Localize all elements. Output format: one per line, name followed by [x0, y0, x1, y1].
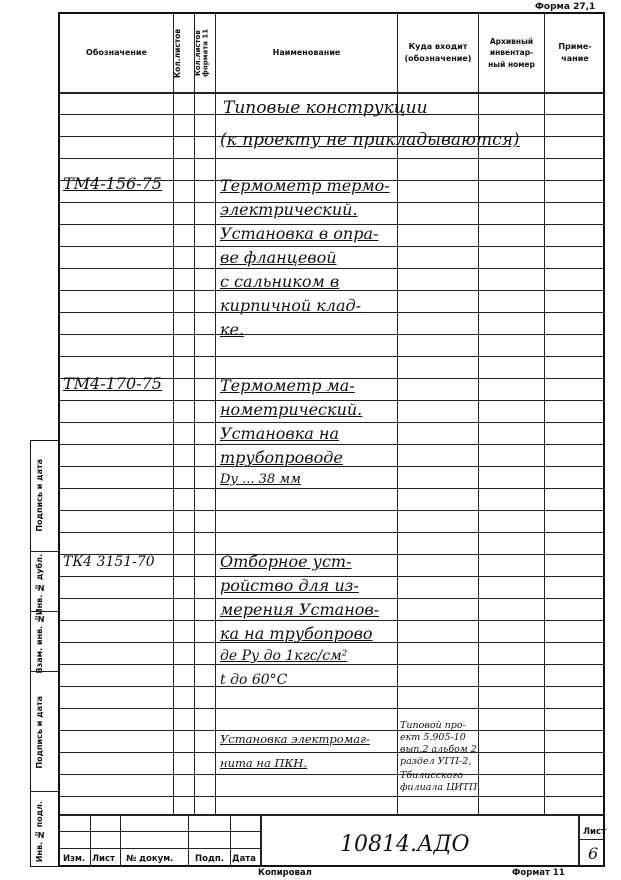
specification-sheet [58, 12, 605, 867]
item3-line-1: Отборное уст- [220, 552, 352, 571]
item4-ref-line-6: филиала ЦИТП [400, 782, 478, 793]
col-header-sheet-count: Кол.листов [173, 28, 182, 78]
section-heading-1: Типовые конструкции [223, 98, 428, 118]
sheet-number: 6 [588, 844, 599, 863]
col-header-sheet-count-f11: Кол.листов формата 11 [194, 28, 210, 78]
form-label: Форма 27,1 [535, 2, 596, 12]
item2-line-2: нометрический. [220, 400, 363, 419]
item4-name-line-1: Установка электромаг- [220, 732, 370, 746]
item1-line-3: Установка в опра- [220, 224, 379, 243]
item4-ref-line-1: Типовой про- [400, 720, 466, 731]
item1-line-1: Термометр термо- [220, 176, 390, 195]
col-header-name: Наименование [272, 48, 341, 57]
footer-copied: Копировал [258, 868, 312, 878]
item2-line-3: Установка на [220, 424, 339, 443]
margin-label-sign-date-1: Подпись и дата [35, 459, 44, 532]
item3-line-2: ройство для из- [220, 576, 359, 595]
margin-label-sign-date-2: Подпись и дата [35, 696, 44, 769]
sheet-label: Лист [583, 827, 606, 837]
col-header-note: Приме- чание [558, 42, 592, 63]
item3-line-5: де Ру до 1кгс/см² [220, 648, 348, 664]
item2-line-4: трубопроводе [220, 448, 343, 467]
footer-format: Формат 11 [512, 868, 565, 878]
item3-line-3: мерения Установ- [220, 600, 380, 619]
item1-line-2: электрический. [220, 200, 358, 219]
item4-ref-line-2: ект 5.905-10 [400, 732, 466, 743]
item1-line-5: с сальником в [220, 272, 340, 291]
stamp-label-date: Дата [232, 854, 256, 864]
left-margin-stamp [30, 440, 58, 867]
margin-label-dup-inv: Инв. № дубл. [35, 554, 44, 616]
item4-ref-line-4: раздел УГП-2, [400, 756, 472, 767]
item2-line-5: Dу ... 38 мм [220, 472, 301, 487]
margin-label-replace-inv: Взам. инв. № [35, 614, 44, 674]
item1-line-6: кирпичной клад- [220, 296, 362, 315]
item1-line-7: ке. [220, 320, 245, 339]
item1-code: ТМ4-156-75 [63, 174, 162, 193]
col-header-where-used: Куда входит (обозначение) [404, 42, 472, 63]
item2-code: ТМ4-170-75 [63, 374, 162, 393]
document-number: 10814.АДО [340, 832, 470, 857]
section-heading-2: (к проекту не прикладываются) [220, 130, 520, 150]
margin-label-orig-inv: Инв. № подл. [35, 801, 44, 863]
item1-line-4: ве фланцевой [220, 248, 337, 267]
stamp-label-sign: Подп. [195, 854, 224, 864]
item3-line-4: ка на трубопрово [220, 624, 373, 643]
stamp-label-doc-no: № докум. [126, 854, 174, 864]
item4-ref-line-3: вып.2 альбом 2 [400, 744, 477, 755]
col-header-archive-no: Архивный инвентар- ный номер [488, 37, 535, 69]
item3-line-6: t до 60°С [220, 672, 288, 688]
col-header-designation: Обозначение [86, 48, 147, 57]
item4-ref-line-5: Тбилисского [400, 770, 463, 781]
item2-line-1: Термометр ма- [220, 376, 355, 395]
stamp-label-list: Лист [92, 854, 115, 864]
stamp-label-izm: Изм. [63, 854, 86, 864]
item3-code: ТК4 3151-70 [63, 554, 155, 570]
item4-name-line-2: нита на ПКН. [220, 756, 308, 770]
